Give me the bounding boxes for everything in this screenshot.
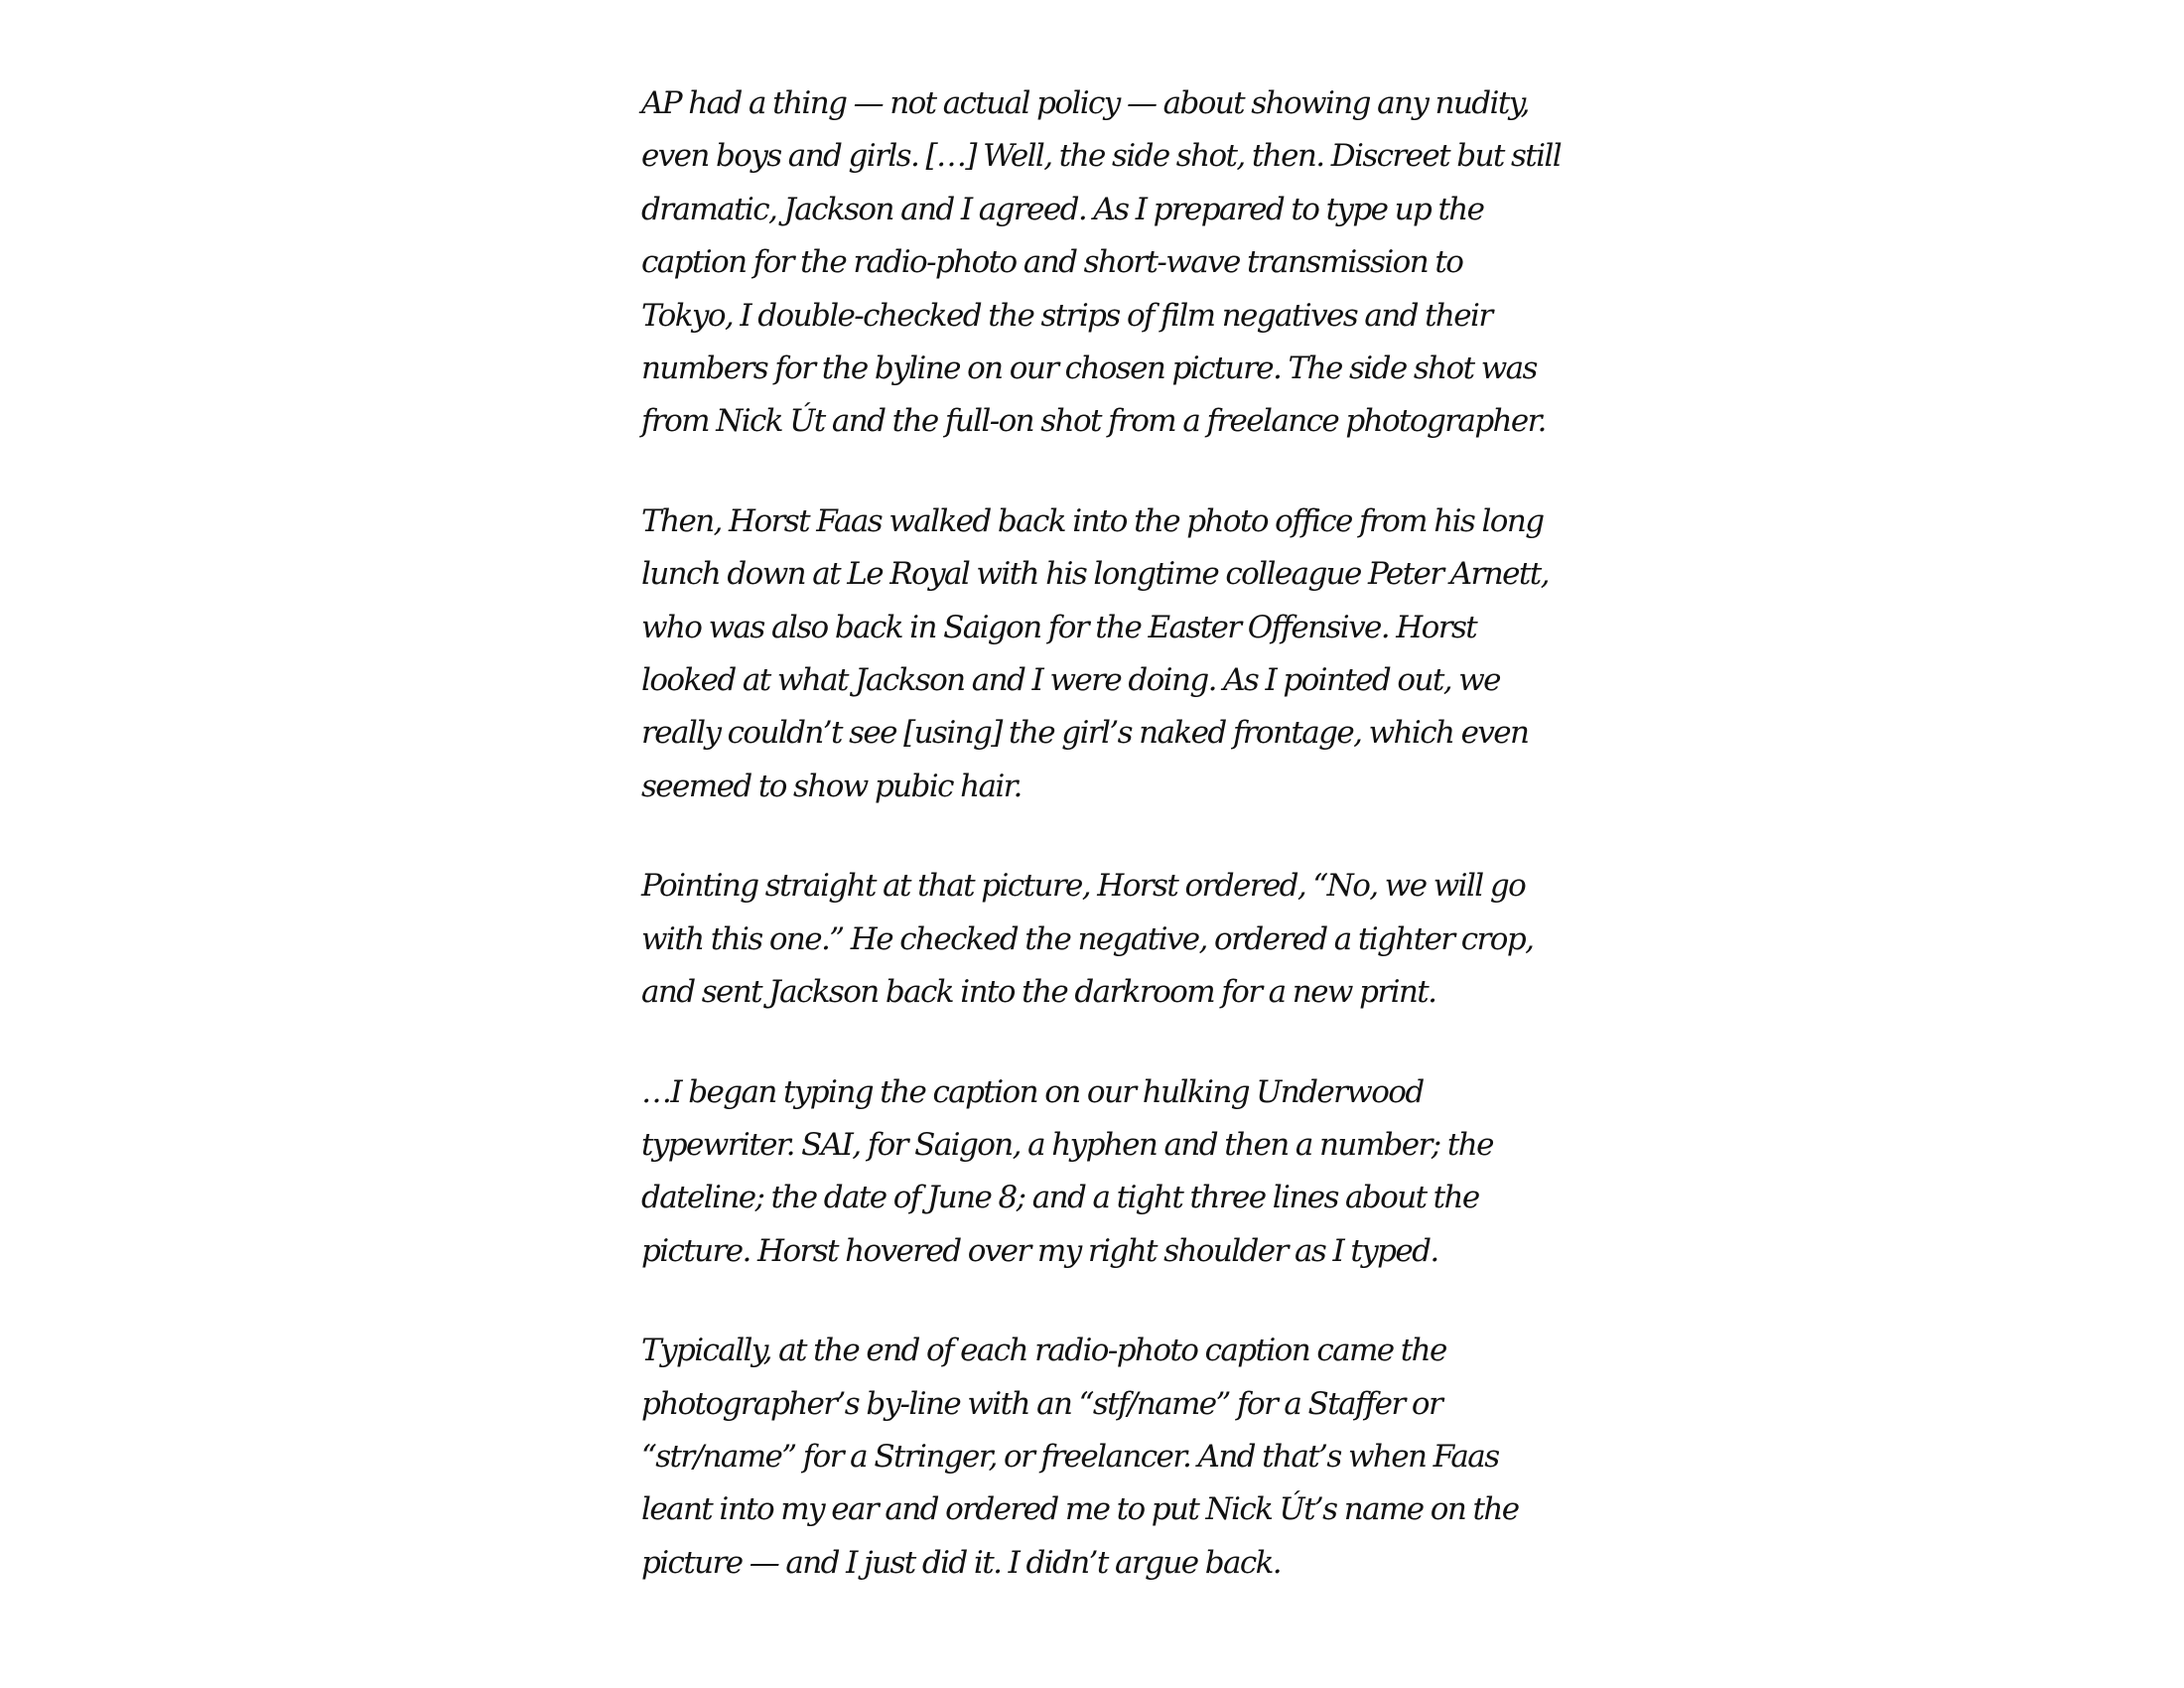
paragraph-line: Then, Horst Faas walked back into the photo office from his long: [641, 502, 1544, 539]
paragraph-2: [641, 495, 1619, 813]
paragraph-line: caption for the radio-photo and short-wave transmission to: [641, 244, 1463, 281]
paragraph-line: and sent Jackson back into the darkroom for a new print.: [641, 974, 1436, 1011]
paragraph-line: from Nick Út and the full-on shot from a freelance photographer.: [641, 403, 1546, 440]
paragraph-line: leant into my ear and ordered me to put Nick Út’s name on the: [641, 1491, 1519, 1528]
paragraph-line: AP had a thing — not actual policy — about showing any nudity,: [641, 85, 1529, 121]
paragraph-line: …I began typing the caption on our hulking Underwood: [641, 1073, 1424, 1110]
paragraph-5: [641, 1325, 1619, 1590]
paragraph-line: photographer’s by-line with an “stf/name” for a Staffer or: [641, 1385, 1442, 1422]
paragraph-line: looked at what Jackson and I were doing. As I pointed out, we: [641, 662, 1500, 699]
paragraph-line: with this one.” He checked the negative, ordered a tighter crop,: [641, 920, 1534, 957]
paragraph-line: Pointing straight at that picture, Horst ordered, “No, we will go: [641, 868, 1526, 905]
paragraph-1: [641, 77, 1619, 449]
paragraph-line: numbers for the byline on our chosen picture. The side shot was: [641, 351, 1537, 387]
paragraph-line: picture. Horst hovered over my right shoulder as I typed.: [641, 1232, 1438, 1269]
paragraph-line: Typically, at the end of each radio-photo caption came the: [641, 1333, 1446, 1369]
paragraph-line: even boys and girls. […] Well, the side shot, then. Discreet but still: [641, 138, 1562, 175]
paragraph-3: [641, 860, 1619, 1019]
paragraph-line: dramatic, Jackson and I agreed. As I prepared to type up the: [641, 191, 1484, 227]
paragraph-line: lunch down at Le Royal with his longtime colleague Peter Arnett,: [641, 556, 1549, 593]
paragraph-4: [641, 1066, 1619, 1279]
paragraph-line: who was also back in Saigon for the Easter Offensive. Horst: [641, 609, 1477, 645]
paragraph-line: really couldn’t see [using] the girl’s naked frontage, which even: [641, 715, 1529, 752]
paragraph-line: typewriter. SAI, for Saigon, a hyphen and then a number; the: [641, 1126, 1493, 1163]
text-column: [641, 77, 1619, 1636]
paragraph-line: seemed to show pubic hair.: [641, 768, 1022, 804]
paragraph-line: picture — and I just did it. I didn’t argue back.: [641, 1544, 1282, 1581]
paragraph-line: Tokyo, I double-checked the strips of film negatives and their: [641, 297, 1492, 334]
paragraph-line: “str/name” for a Stringer, or freelancer. And that’s when Faas: [641, 1438, 1499, 1475]
paragraph-line: dateline; the date of June 8; and a tight three lines about the: [641, 1180, 1479, 1216]
